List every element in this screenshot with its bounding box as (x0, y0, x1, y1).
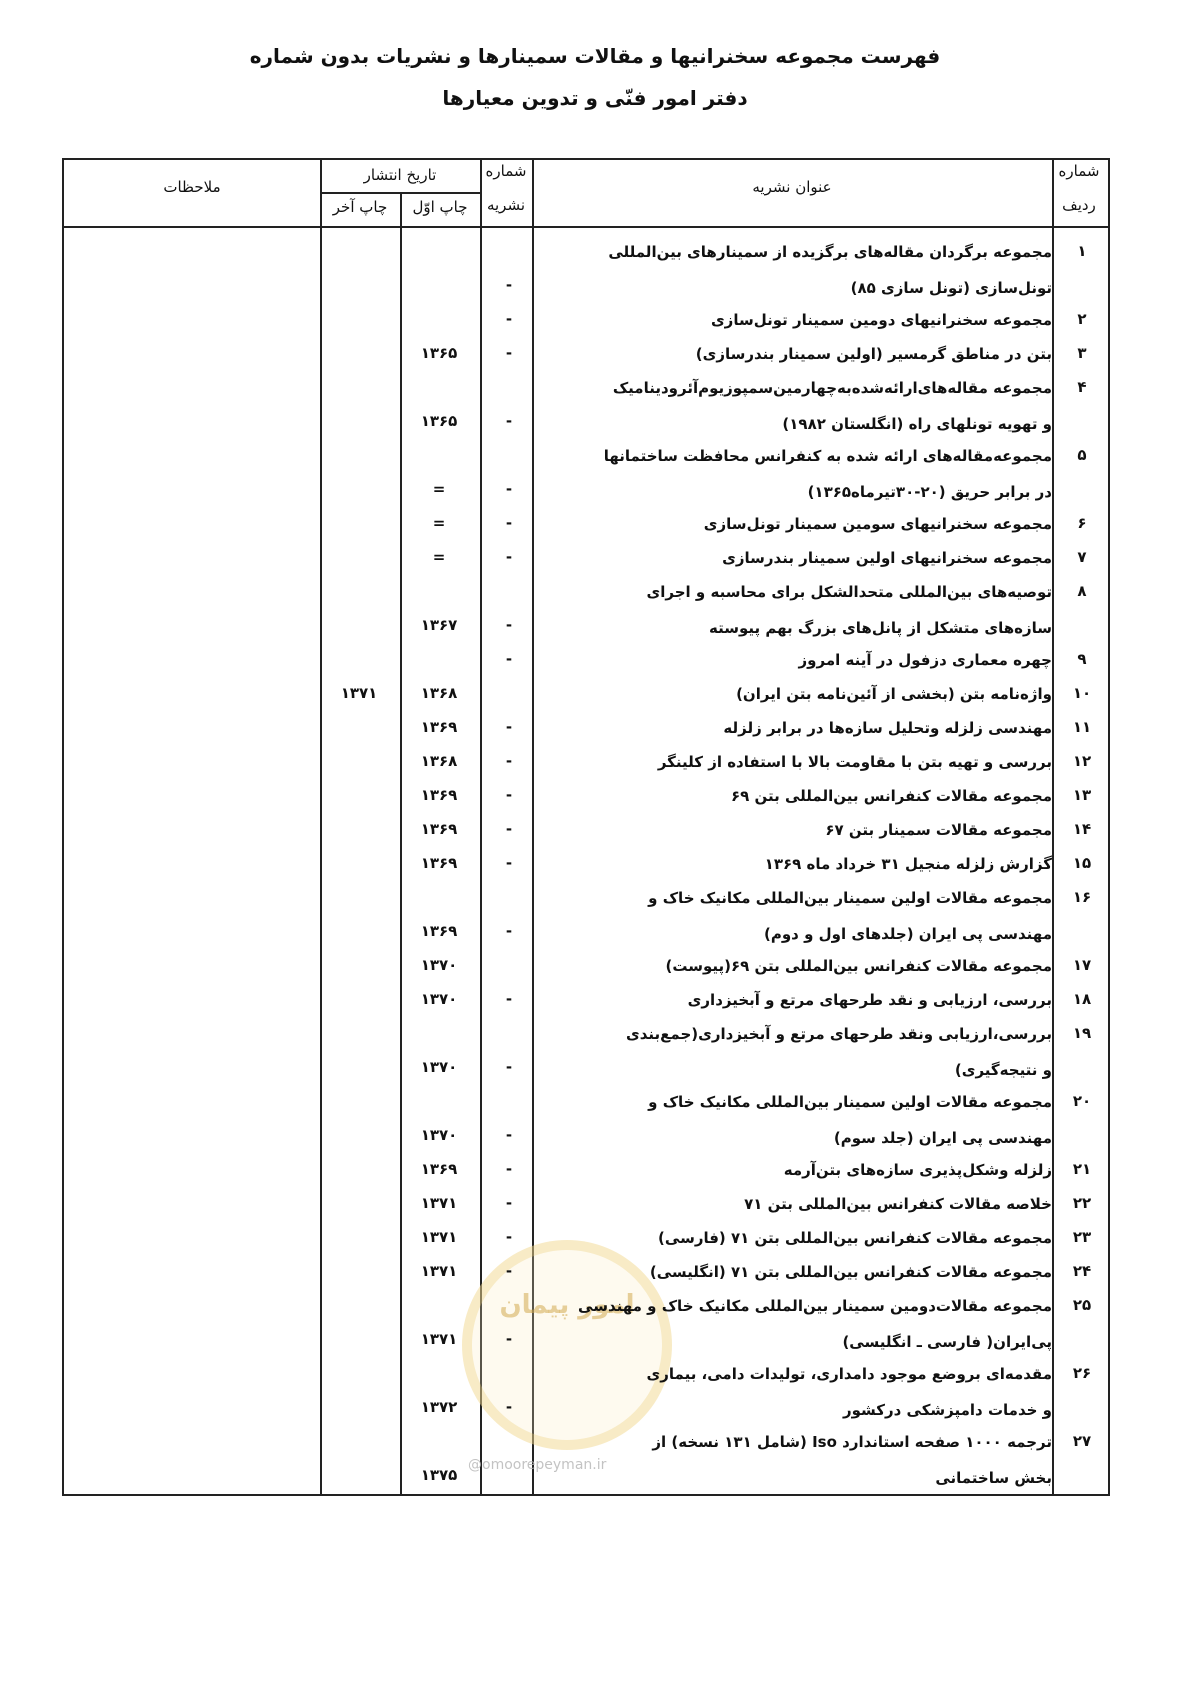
header-pub-date: تاریخ انتشار (363, 166, 437, 184)
row-pub-number: - (505, 310, 513, 328)
stamp-text: امور پیمان (499, 1290, 635, 1320)
row-number: ۲۶ (1072, 1364, 1092, 1382)
row-number: ۱۸ (1072, 990, 1092, 1008)
row-title (582, 1424, 1052, 1496)
row-first-print: ۱۳۷۵ (420, 1466, 458, 1484)
row-pub-number: - (505, 1330, 513, 1348)
row-title-line: مهندسی زلزله وتحلیل سازه‌ها در برابر زلزله (723, 719, 1052, 737)
document-title: فهرست مجموعه سخنرانیها و مقالات سمینارها و نشریات بدون شماره (249, 44, 941, 68)
row-title (582, 1016, 1052, 1088)
row-pub-number: - (505, 276, 513, 294)
row-pub-number: - (505, 1228, 513, 1246)
row-number: ۱ (1077, 242, 1087, 260)
row-number: ۷ (1077, 548, 1087, 566)
row-number: ۴ (1077, 378, 1087, 396)
row-first-print: ۱۳۶۸ (420, 684, 458, 702)
row-first-print: ۱۳۶۹ (420, 820, 458, 838)
row-title-line: چهره معماری دزفول در آینه امروز (798, 651, 1052, 669)
row-title (582, 710, 1052, 746)
row-pub-number: - (505, 1058, 513, 1076)
date-subheader-divider (320, 192, 480, 194)
row-number: ۱۱ (1072, 718, 1092, 736)
header-last-print: چاپ آخر (332, 198, 388, 216)
row-title (582, 846, 1052, 882)
header-pub-number-1: شماره (485, 162, 527, 180)
row-title-line: بررسی، ارزیابی و نقد طرحهای مرتع و آبخیزداری (687, 991, 1052, 1009)
row-pub-number: - (505, 786, 513, 804)
row-title (582, 948, 1052, 984)
header-title: عنوان نشریه (752, 178, 832, 196)
row-number: ۲۲ (1072, 1194, 1092, 1212)
header-row-number-1: شماره (1058, 162, 1100, 180)
row-number: ۱۵ (1072, 854, 1092, 872)
row-title (582, 234, 1052, 306)
row-title-line: مجموعه مقالات کنفرانس بین‌المللی بتن ۶۹ (731, 787, 1052, 805)
table-row (62, 1024, 1110, 1092)
row-title (582, 1220, 1052, 1256)
row-title (578, 1288, 1052, 1360)
row-pub-number: - (505, 1160, 513, 1178)
row-title-line: مقدمه‌ای بروضع موجود دامداری، تولیدات دامی، بیماری (646, 1365, 1052, 1383)
row-pub-number: - (505, 820, 513, 838)
row-first-print: ۱۳۶۹ (420, 922, 458, 940)
row-title-line: بتن در مناطق گرمسیر (اولین سمینار بندرسازی) (695, 345, 1052, 363)
row-title-line: مهندسی پی ایران (جلد سوم) (833, 1129, 1052, 1147)
row-first-print: ۱۳۷۱ (420, 1194, 458, 1212)
row-pub-number: - (505, 1262, 513, 1280)
row-pub-number: - (505, 752, 513, 770)
row-title-line: مجموعه سخنرانیهای دومین سمینار تونل‌سازی (710, 311, 1052, 329)
row-title-line: زلزله وشکل‌پذیری سازه‌های بتن‌آرمه (783, 1161, 1052, 1179)
row-title-line: و خدمات دامپزشکی درکشور (842, 1401, 1052, 1419)
row-title (582, 370, 1052, 442)
table-row (62, 888, 1110, 956)
row-number: ۲ (1077, 310, 1087, 328)
row-number: ۱۲ (1072, 752, 1092, 770)
row-title-line: مجموعه مقالات‌دومین سمینار بین‌المللی مکانیک خاک و مهندسی (578, 1297, 1052, 1315)
row-title-line: گزارش زلزله منجیل ۳۱ خرداد ماه ۱۳۶۹ (764, 855, 1052, 873)
row-title (582, 1254, 1052, 1290)
row-pub-number: - (505, 1194, 513, 1212)
row-title-line: مجموعه سخنرانیهای اولین سمینار بندرسازی (722, 549, 1052, 567)
row-first-print: ۱۳۷۰ (420, 1058, 458, 1076)
row-number: ۲۷ (1072, 1432, 1092, 1450)
row-title (582, 1186, 1052, 1222)
row-title (582, 778, 1052, 814)
row-number: ۱۴ (1072, 820, 1092, 838)
row-title (582, 336, 1052, 372)
row-pub-number: - (505, 990, 513, 1008)
row-first-print: ۱۳۶۹ (420, 786, 458, 804)
row-title-line: مجموعه مقالات کنفرانس بین‌المللی بتن ۷۱ (فارسی) (658, 1229, 1052, 1247)
row-pub-number: - (505, 344, 513, 362)
row-title (582, 1356, 1052, 1428)
row-title (582, 574, 1052, 646)
header-first-print: چاپ اوّل (412, 198, 468, 216)
row-title-line: مجموعه مقالات سمینار بتن ۶۷ (825, 821, 1052, 839)
row-number: ۲۳ (1072, 1228, 1092, 1246)
row-first-print: = (432, 548, 446, 566)
row-title (582, 982, 1052, 1018)
table-row (62, 1364, 1110, 1432)
row-title-line: بررسی،ارزیابی ونقد طرحهای مرتع و آبخیزداری(جمع‌بندی (625, 1025, 1052, 1043)
row-number: ۲۵ (1072, 1296, 1092, 1314)
header-pub-number-2: نشریه (486, 196, 526, 214)
table-row (62, 1432, 1110, 1500)
row-title-line: تونل‌سازی (تونل سازی ۸۵) (850, 279, 1052, 297)
row-pub-number: - (505, 718, 513, 736)
row-title (582, 642, 1052, 678)
row-first-print: ۱۳۷۱ (420, 1330, 458, 1348)
row-last-print: ۱۳۷۱ (340, 684, 378, 702)
row-title-line: واژه‌نامه بتن (بخشی از آئین‌نامه بتن ایران) (736, 685, 1052, 703)
row-first-print: ۱۳۷۱ (420, 1262, 458, 1280)
row-title-line: بخش ساختمانی (935, 1469, 1052, 1487)
row-number: ۲۴ (1072, 1262, 1092, 1280)
row-title-line: در برابر حریق (۲۰-۳۰تیرماه۱۳۶۵) (807, 483, 1052, 501)
row-number: ۹ (1077, 650, 1087, 668)
table-row (62, 582, 1110, 650)
row-number: ۶ (1077, 514, 1087, 532)
row-title (582, 676, 1052, 712)
row-first-print: = (432, 480, 446, 498)
row-first-print: ۱۳۶۹ (420, 1160, 458, 1178)
row-title (582, 1084, 1052, 1156)
row-title-line: و تهویه تونلهای راه (انگلستان ۱۹۸۲) (782, 415, 1052, 433)
row-first-print: ۱۳۷۰ (420, 1126, 458, 1144)
row-title-line: مجموعه مقالات کنفرانس بین‌المللی بتن ۷۱ (انگلیسی) (649, 1263, 1052, 1281)
row-first-print: ۱۳۶۹ (420, 718, 458, 736)
row-title-line: مهندسی پی ایران (جلدهای اول و دوم) (763, 925, 1052, 943)
row-title-line: مجموعه‌مقاله‌های ارائه شده به کنفرانس محافظت ساختمانها (603, 447, 1052, 465)
row-title (582, 812, 1052, 848)
row-number: ۵ (1077, 446, 1087, 464)
row-title (582, 438, 1052, 510)
row-title (582, 880, 1052, 952)
row-pub-number: - (505, 548, 513, 566)
row-number: ۱۹ (1072, 1024, 1092, 1042)
row-pub-number: - (505, 412, 513, 430)
row-pub-number: - (505, 854, 513, 872)
row-title (582, 744, 1052, 780)
table-row (62, 378, 1110, 446)
row-title-line: مجموعه مقالات اولین سمینار بین‌المللی مکانیک خاک و (648, 1093, 1052, 1111)
watermark-text: @omoorepeyman.ir (468, 1457, 607, 1473)
row-first-print: ۱۳۶۸ (420, 752, 458, 770)
document-subtitle: دفتر امور فنّی و تدوین معیارها (442, 86, 748, 110)
row-first-print: ۱۳۷۲ (420, 1398, 458, 1416)
row-first-print: ۱۳۷۱ (420, 1228, 458, 1246)
row-number: ۸ (1077, 582, 1087, 600)
row-pub-number: - (505, 1126, 513, 1144)
row-first-print: ۱۳۶۷ (420, 616, 458, 634)
row-title-line: خلاصه مقالات کنفرانس بین‌المللی بتن ۷۱ (744, 1195, 1052, 1213)
row-pub-number: - (505, 480, 513, 498)
row-number: ۲۱ (1072, 1160, 1092, 1178)
table-row (62, 1092, 1110, 1160)
row-title-line: و نتیجه‌گیری) (954, 1061, 1052, 1079)
header-divider (64, 226, 1108, 228)
row-title-line: مجموعه سخنرانیهای سومین سمینار تونل‌سازی (703, 515, 1052, 533)
row-pub-number: - (505, 650, 513, 668)
row-number: ۱۶ (1072, 888, 1092, 906)
row-number: ۱۷ (1072, 956, 1092, 974)
row-first-print: ۱۳۷۰ (420, 990, 458, 1008)
row-title-line: توصیه‌های بین‌المللی متحدالشکل برای محاسبه و اجرای (646, 583, 1052, 601)
row-title (582, 540, 1052, 576)
row-title-line: سازه‌های متشکل از پانل‌های بزرگ بهم پیوسته (708, 619, 1052, 637)
row-title (582, 506, 1052, 542)
row-number: ۱۰ (1072, 684, 1092, 702)
header-notes: ملاحظات (163, 178, 221, 196)
row-pub-number: - (505, 1398, 513, 1416)
row-number: ۳ (1077, 344, 1087, 362)
row-first-print: ۱۳۷۰ (420, 956, 458, 974)
row-title (582, 302, 1052, 338)
row-pub-number: - (505, 616, 513, 634)
row-pub-number: - (505, 514, 513, 532)
row-title (582, 1152, 1052, 1188)
row-first-print: ۱۳۶۹ (420, 854, 458, 872)
row-first-print: = (432, 514, 446, 532)
row-pub-number: - (505, 922, 513, 940)
row-number: ۱۳ (1072, 786, 1092, 804)
row-title-line: پی‌ایران( فارسی ـ انگلیسی) (842, 1333, 1052, 1351)
table-row (62, 242, 1110, 310)
row-title-line: بررسی و تهیه بتن با مقاومت بالا با استفاده از کلینگر (657, 753, 1052, 771)
row-title-line: مجموعه مقالات اولین سمینار بین‌المللی مکانیک خاک و (648, 889, 1052, 907)
row-first-print: ۱۳۶۵ (420, 412, 458, 430)
row-first-print: ۱۳۶۵ (420, 344, 458, 362)
table-row (62, 1296, 1110, 1364)
row-title-line: ترجمه ۱۰۰۰ صفحه استاندارد Iso (شامل ۱۳۱ نسخه) از (652, 1433, 1052, 1451)
row-title-line: مجموعه مقاله‌های‌ارائه‌شده‌به‌چهارمین‌سمپوزیوم‌آئرودینامیک (612, 379, 1052, 397)
row-title-line: مجموعه برگردان مقاله‌های برگزیده از سمینارهای بین‌المللی (608, 243, 1052, 261)
row-title-line: مجموعه مقالات کنفرانس بین‌المللی بتن ۶۹(پیوست) (665, 957, 1052, 975)
table-row (62, 446, 1110, 514)
row-number: ۲۰ (1072, 1092, 1092, 1110)
header-row-number-2: ردیف (1062, 196, 1096, 214)
